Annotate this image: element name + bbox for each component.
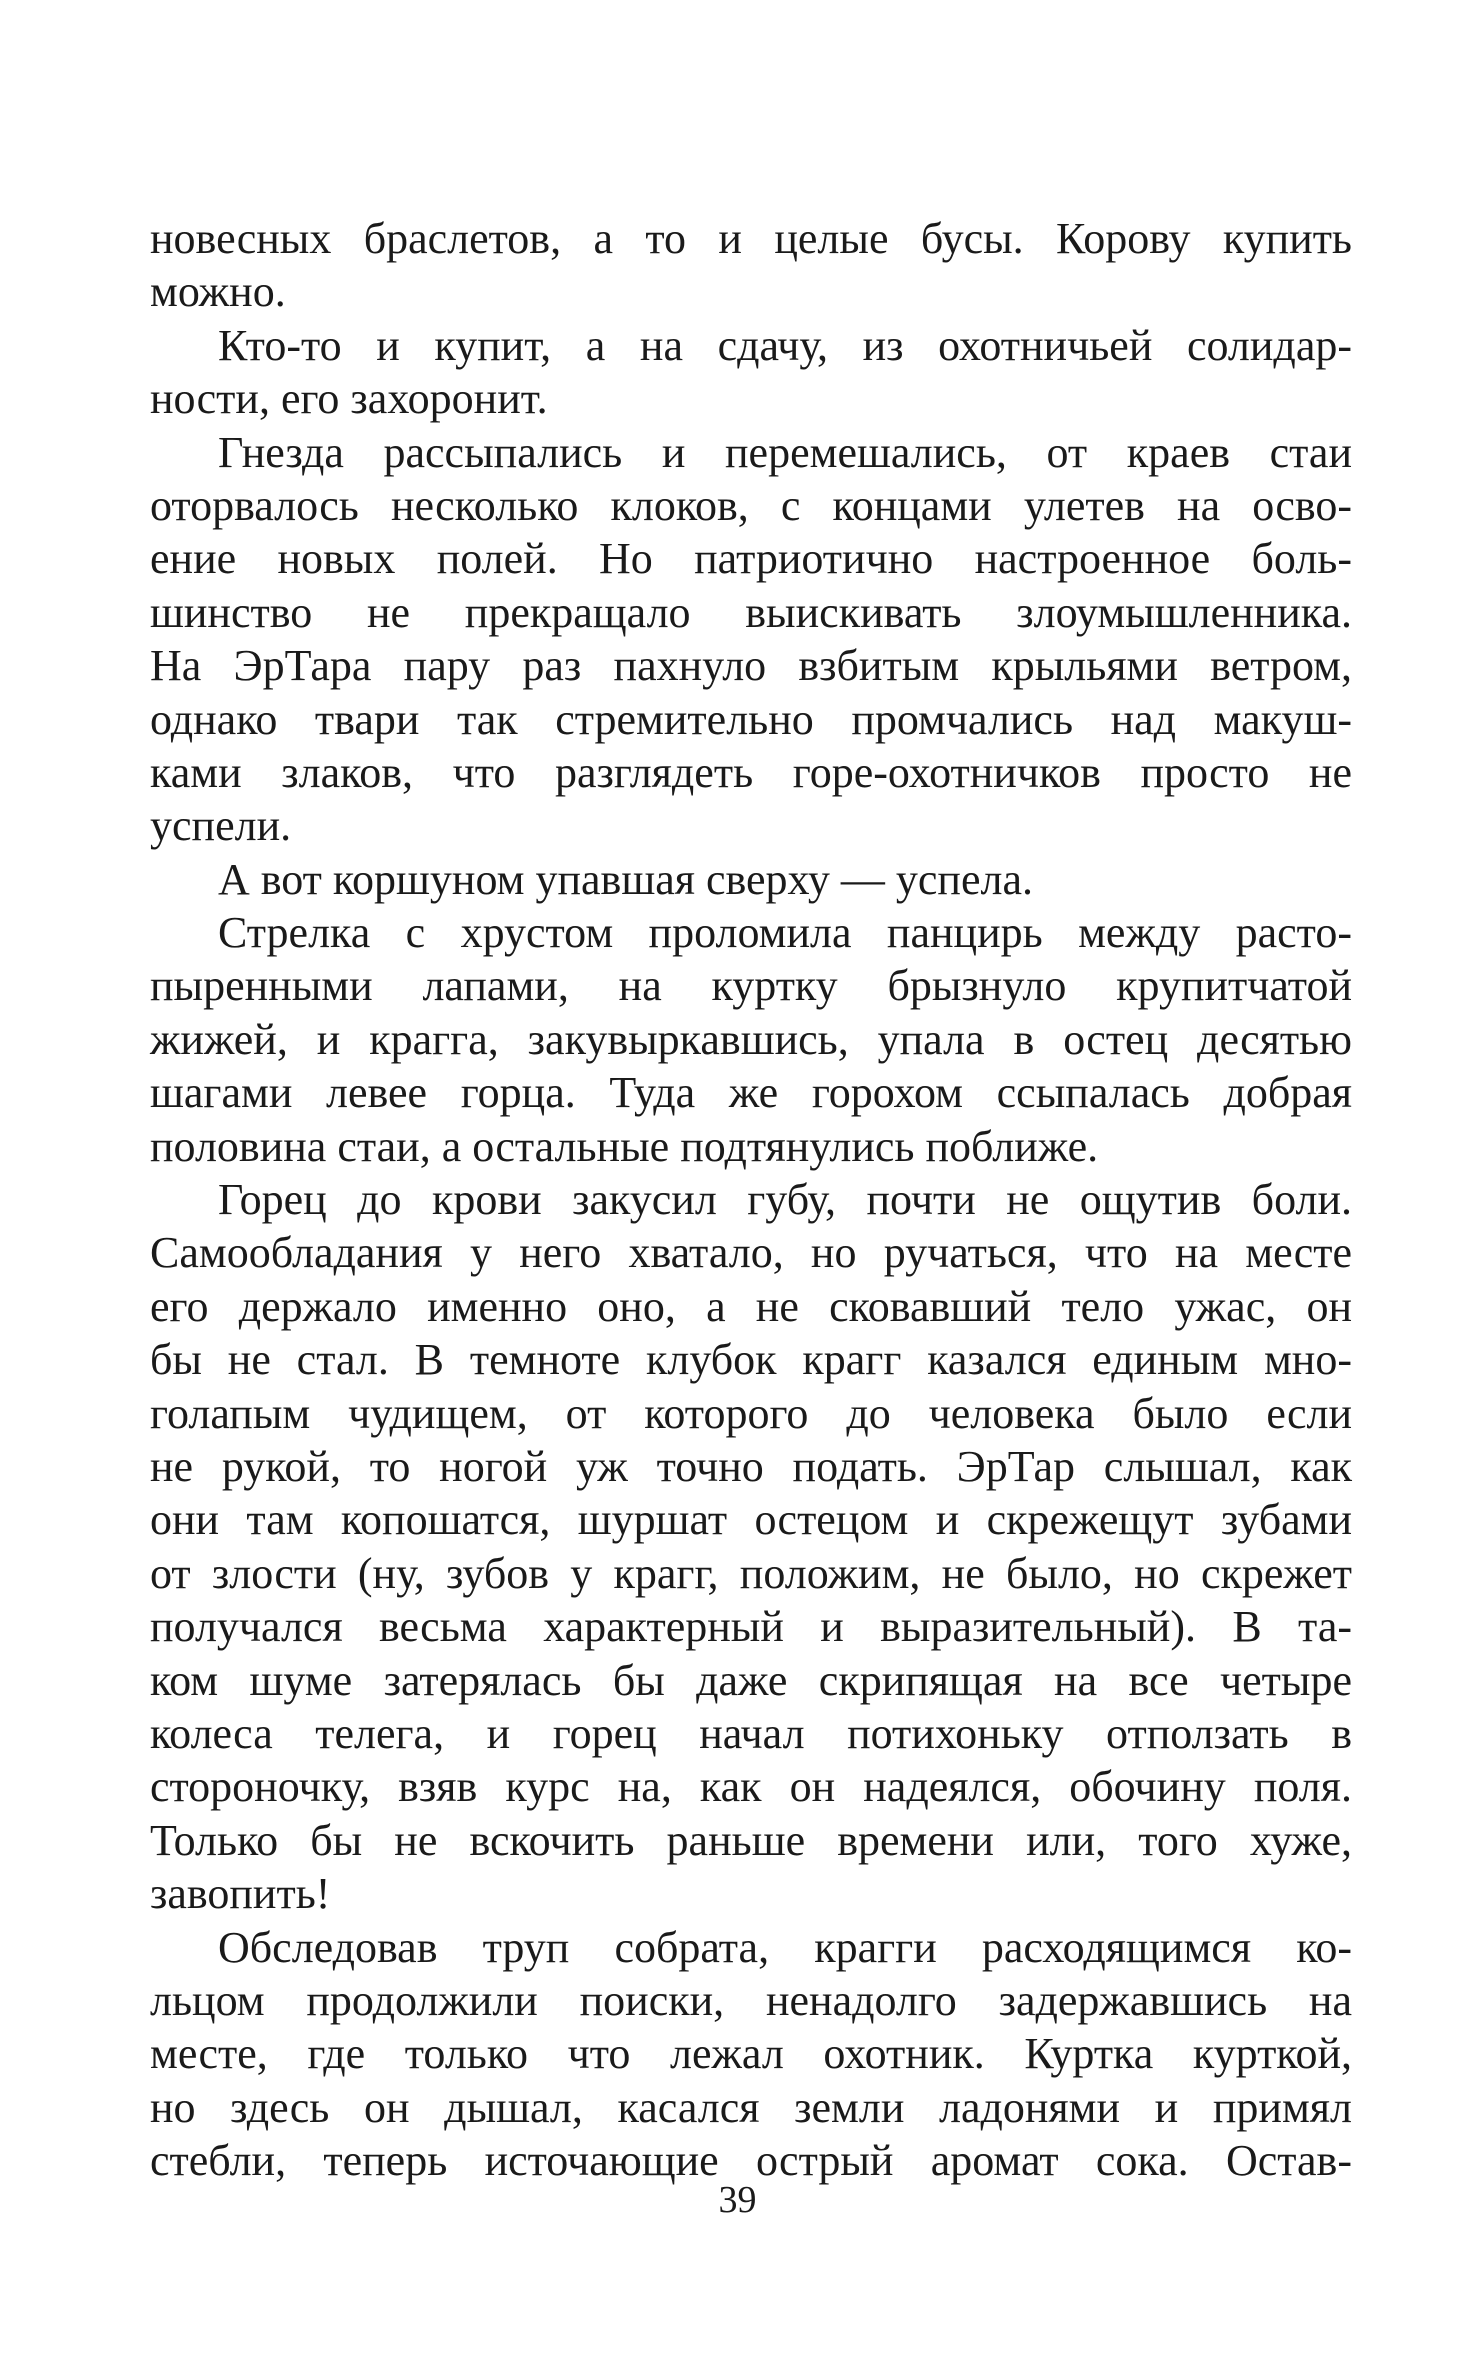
- text-line: ение новых полей. Но патриотично настроенное боль-: [150, 534, 1352, 584]
- text-line: половина стаи, а остальные подтянулись поближе.: [150, 1121, 1099, 1171]
- text-line: новесных браслетов, а то и целые бусы. Корову купить: [150, 214, 1352, 263]
- text-line: Обследовав труп собрата, крагги расходящимся ко-: [218, 1922, 1352, 1972]
- text-line: пыренными лапами, на куртку брызнуло крупитчатой: [150, 961, 1352, 1011]
- text-line: Горец до крови закусил губу, почти не ощутив боли.: [218, 1175, 1352, 1225]
- text-line: бы не стал. В темноте клубок крагг казался единым мно-: [150, 1335, 1352, 1385]
- text-line: Кто-то и купит, а на сдачу, из охотничьей солидар-: [218, 320, 1352, 370]
- text-line: Самообладания у него хватало, но ручаться, что на месте: [150, 1228, 1352, 1278]
- text-line: льцом продолжили поиски, ненадолго задержавшись на: [150, 1975, 1352, 2025]
- text-line: жижей, и крагга, закувыркавшись, упала в остец десятью: [150, 1014, 1352, 1064]
- text-line: Стрелка с хрустом проломила панцирь между расто-: [218, 908, 1352, 958]
- text-line: Только бы не вскочить раньше времени или, того хуже,: [150, 1815, 1352, 1865]
- text-line: оторвалось несколько клоков, с концами улетев на осво-: [150, 480, 1352, 530]
- text-line: колеса телега, и горец начал потихоньку отползать в: [150, 1708, 1352, 1758]
- page-number: 39: [718, 2179, 757, 2221]
- text-line: получался весьма характерный и выразительный). В та-: [150, 1602, 1352, 1652]
- page-text: [150, 212, 1352, 2187]
- text-line: его держало именно оно, а не сковавший тело ужас, он: [150, 1281, 1352, 1331]
- text-line: но здесь он дышал, касался земли ладонями и примял: [150, 2082, 1352, 2132]
- text-line: шинство не прекращало выискивать злоумышленника.: [150, 587, 1352, 637]
- text-line: ком шуме затерялась бы даже скрипящая на все четыре: [150, 1655, 1352, 1705]
- text-line: они там копошатся, шуршат остецом и скрежещут зубами: [150, 1495, 1352, 1545]
- text-line: завопить!: [150, 1869, 331, 1919]
- text-line: от злости (ну, зубов у крагг, положим, не было, но скрежет: [150, 1548, 1352, 1598]
- text-line: месте, где только что лежал охотник. Куртка курткой,: [150, 2029, 1352, 2079]
- text-line: Гнезда рассыпались и перемешались, от краев стаи: [218, 427, 1352, 477]
- text-line: не рукой, то ногой уж точно подать. ЭрТар слышал, как: [150, 1441, 1352, 1491]
- text-line: успели.: [150, 801, 292, 851]
- text-line: А вот коршуном упавшая сверху — успела.: [218, 854, 1033, 904]
- text-line: голапым чудищем, от которого до человека было если: [150, 1388, 1352, 1438]
- text-line: На ЭрТара пару раз пахнуло взбитым крыльями ветром,: [150, 641, 1352, 691]
- text-line: ками злаков, что разглядеть горе-охотничков просто не: [150, 747, 1352, 797]
- text-line: однако твари так стремительно промчались над макуш-: [150, 694, 1352, 744]
- text-line: шагами левее горца. Туда же горохом ссыпалась добрая: [150, 1068, 1352, 1118]
- text-line: можно.: [150, 267, 286, 317]
- text-line: ности, его захоронит.: [150, 374, 548, 424]
- text-line: стебли, теперь источающие острый аромат сока. Остав-: [150, 2136, 1352, 2186]
- text-line: стороночку, взяв курс на, как он надеялся, обочину поля.: [150, 1762, 1352, 1812]
